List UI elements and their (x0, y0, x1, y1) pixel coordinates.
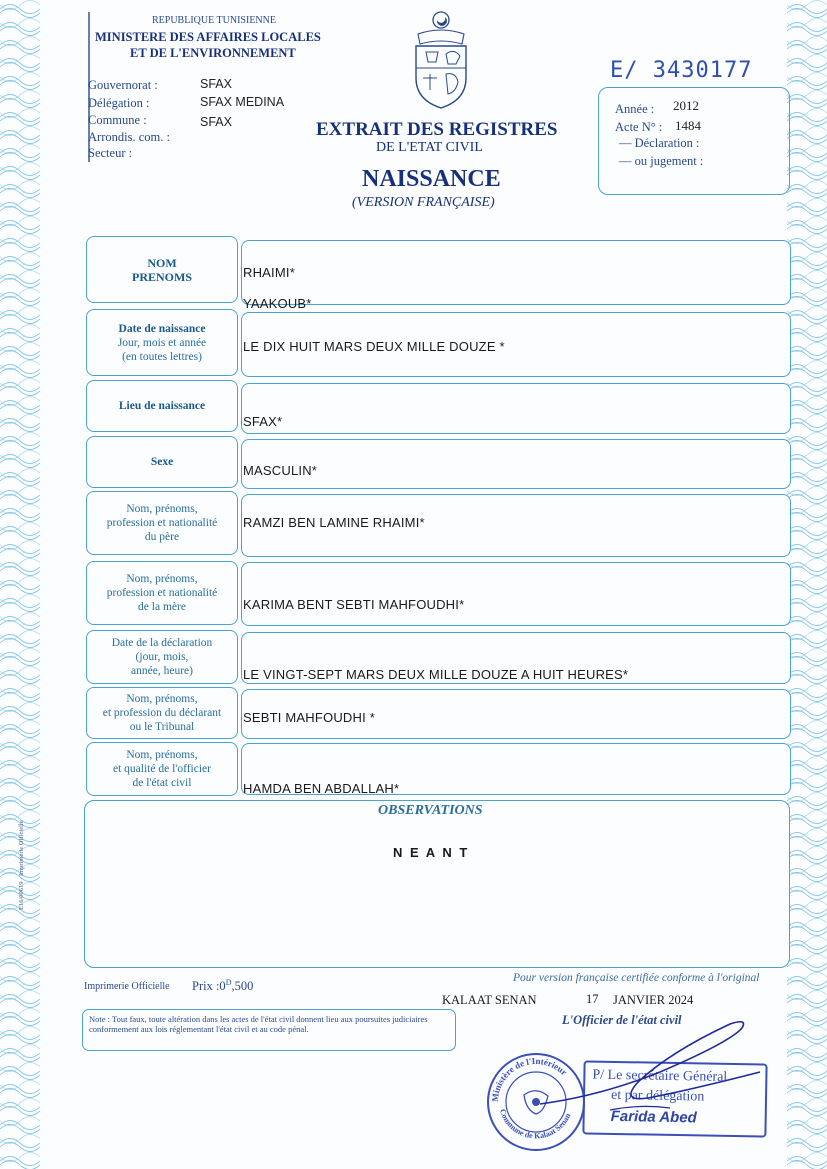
prix-main: Prix :0 (192, 979, 226, 994)
mere-value: KARIMA BENT SEBTI MAHFOUDHI* (243, 597, 465, 612)
pere-label-1: Nom, prénoms, (126, 503, 198, 515)
declarant-label-box (86, 687, 238, 739)
declarant-label-3: ou le Tribunal (129, 721, 195, 733)
signature-scribble-icon (520, 1012, 770, 1122)
lieu-value: SFAX* (243, 414, 283, 429)
lieu-label: Lieu de naissance (118, 400, 206, 412)
place-date-day: 17 (586, 992, 599, 1006)
dob-value: LE DIX HUIT MARS DEUX MILLE DOUZE * (243, 339, 505, 354)
prix-sup: D (225, 978, 232, 987)
left-guilloche-border (0, 0, 40, 1169)
sexe-label: Sexe (150, 456, 174, 468)
stamp-line2: et par délégation (610, 1087, 705, 1105)
annee-label: Année : (615, 102, 655, 116)
officier-value: HAMDA BEN ABDALLAH* (243, 781, 400, 796)
lieu-label-box (86, 380, 238, 432)
decl-label-2: (jour, mois, (135, 651, 189, 663)
observations-title: OBSERVATIONS (378, 803, 483, 818)
arrondis-label: Arrondis. com. : (88, 130, 170, 144)
declarant-label-1: Nom, prénoms, (126, 693, 198, 705)
jugement-label: — ou jugement : (619, 154, 704, 168)
decl-label-3: année, heure) (131, 665, 193, 677)
commune-label: Commune : (88, 113, 147, 127)
legal-note: Note : Tout faux, toute altération dans les actes de l'état civil donnent lieu aux poursuites judiciaires conformement aux lois réglementant l'état civil et au code pénal. (82, 1009, 456, 1051)
ministry-line1: MINISTERE DES AFFAIRES LOCALES (95, 30, 321, 44)
certification-text: Pour version française certifiée conforme à l'original (513, 972, 760, 984)
annee-value: 2012 (673, 98, 699, 113)
seal-bottom-text: Commune de Kalaat Senan (497, 1107, 573, 1141)
officier-label-3: de l'état civil (132, 777, 192, 789)
decl-label-1: Date de la déclaration (111, 637, 213, 649)
document-type-title: NAISSANCE (362, 166, 501, 192)
sexe-value-box (241, 439, 791, 489)
officier-label-box (86, 742, 238, 796)
lieu-value-box (241, 383, 791, 434)
imprimerie-label: Imprimerie Officielle (84, 981, 170, 992)
republic-label: REPUBLIQUE TUNISIENNE (152, 15, 276, 26)
place-date-city: KALAAT SENAN (442, 993, 537, 1007)
declaration-date-value: LE VINGT-SEPT MARS DEUX MILLE DOUZE A HUIT HEURES* (243, 667, 629, 682)
pere-label-2: profession et nationalité (106, 517, 218, 529)
stamp-name: Farida Abed (610, 1107, 697, 1127)
officier-signature-label: L'Officier de l'état civil (562, 1013, 682, 1027)
prenom-value: YAAKOUB* (243, 296, 312, 311)
mere-label-2: profession et nationalité (106, 587, 218, 599)
observations-box (84, 800, 790, 968)
right-guilloche-border (787, 0, 827, 1169)
declarant-value: SEBTI MAHFOUDHI * (243, 710, 375, 725)
gouvernorat-label: Gouvernorat : (88, 78, 158, 92)
dob-label-box (86, 309, 238, 376)
commune-value: SFAX (200, 115, 232, 129)
delegation-label: Délégation : (88, 96, 150, 110)
declaration-date-label-box (86, 630, 238, 684)
prix-label (192, 978, 253, 994)
version-label: (VERSION FRANÇAISE) (352, 195, 495, 210)
mere-label-3: de la mère (138, 601, 186, 613)
nom-value: RHAIMI* (243, 265, 295, 280)
declarant-label-2: et profession du déclarant (102, 707, 222, 719)
gouvernorat-value: SFAX (200, 77, 232, 91)
pere-value: RAMZI BEN LAMINE RHAIMI* (243, 515, 425, 530)
place-date-month: JANVIER 2024 (613, 993, 694, 1007)
ministry-line2: ET DE L'ENVIRONNEMENT (130, 46, 296, 60)
pere-label-3: du père (144, 531, 180, 543)
officier-label-1: Nom, prénoms, (126, 749, 198, 761)
dob-label: Date de naissance (118, 322, 206, 335)
nom-label: NOM (147, 255, 177, 270)
mere-label-1: Nom, prénoms, (126, 573, 198, 585)
sexe-value: MASCULIN* (243, 463, 318, 478)
title-line1: EXTRAIT DES REGISTRES (316, 119, 558, 140)
acte-box (598, 87, 790, 195)
acte-number-value: 1484 (675, 118, 701, 133)
stamp-line1: P/ Le secrétaire Général (592, 1067, 728, 1085)
title-line2: DE L'ETAT CIVIL (376, 140, 483, 155)
observations-value: N E A N T (393, 845, 470, 860)
secteur-label: Secteur : (88, 146, 133, 160)
tunisia-coat-of-arms-icon (408, 8, 474, 112)
dob-sub1: Jour, mois et année (117, 336, 207, 349)
nom-prenoms-value-box (241, 240, 791, 305)
nom-prenoms-label-box (86, 236, 238, 303)
dob-sub2: (en toutes lettres) (122, 350, 202, 363)
mere-label-box (86, 561, 238, 625)
acte-number-label: Acte N° : (615, 120, 663, 134)
officier-label-2: et qualité de l'officier (113, 763, 211, 775)
seal-top-text: Ministère de l'Intérieur (489, 1055, 570, 1103)
prenoms-label: PRENOMS (132, 269, 192, 284)
pere-label-box (86, 491, 238, 555)
side-printer-code: E16/00619 · Imprimerie Officielle (18, 820, 25, 910)
mere-value-box (241, 562, 791, 626)
declaration-label: — Déclaration : (619, 136, 700, 150)
sexe-label-box (86, 436, 238, 488)
serial-number: E/ 3430177 (610, 58, 753, 83)
prix-tail: ,500 (231, 979, 254, 994)
delegation-value: SFAX MEDINA (200, 95, 285, 109)
